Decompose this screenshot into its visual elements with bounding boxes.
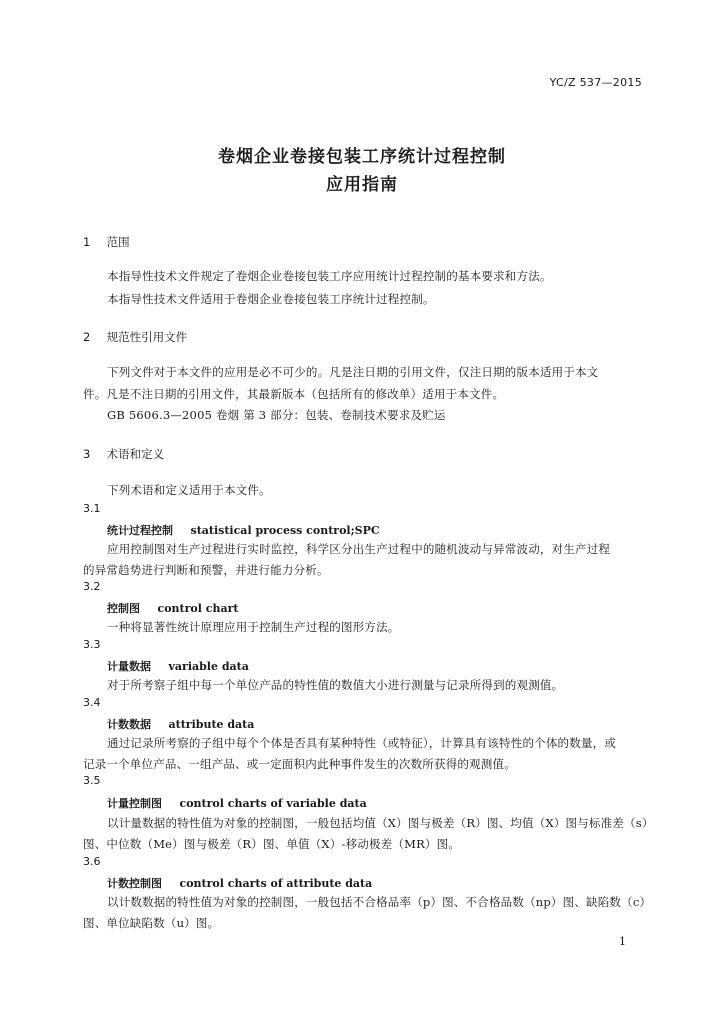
term-entry: [107, 600, 238, 616]
paragraph: 下列术语和定义适用于本文件。: [107, 483, 271, 497]
term-entry: [107, 875, 372, 891]
definition: 一种将显著性统计原理应用于控制生产过程的图形方法。: [107, 620, 400, 634]
clause-number: 3.3: [83, 638, 101, 651]
section-title: 术语和定义: [106, 447, 165, 461]
clause-number: 3.2: [83, 580, 101, 593]
definition: 以计量数据的特性值为对象的控制图，一般包括均值（X）图与极差（R）图、均值（X）图与标准差（s）: [107, 816, 654, 830]
paragraph: 本指导性技术文件规定了卷烟企业卷接包装工序应用统计过程控制的基本要求和方法。: [107, 269, 552, 283]
document-code: YC/Z 537—2015: [549, 76, 642, 89]
definition-continued: 图、单位缺陷数（u）图。: [83, 916, 220, 930]
definition: 以计数数据的特性值为对象的控制图，一般包括不合格品率（p）图、不合格品数（np）图、缺陷数（c）: [107, 895, 652, 909]
term-chinese: 计数数据: [107, 718, 151, 731]
definition: 通过记录所考察的子组中每个个体是否具有某种特性（或特征），计算具有该特性的个体的数量，或: [107, 736, 617, 750]
definition-continued: 图、中位数（Me）图与极差（R）图、单值（X）-移动极差（MR）图。: [83, 837, 461, 851]
term-chinese: 计数控制图: [107, 877, 162, 890]
term-entry: [107, 716, 254, 732]
definition-continued: 记录一个单位产品、一组产品、或一定面积内此种事件发生的次数所获得的观测值。: [83, 757, 516, 771]
definition: 应用控制图对生产过程进行实时监控，科学区分出生产过程中的随机波动与异常波动，对生产过程: [107, 542, 611, 556]
document-title: 卷烟企业卷接包装工序统计过程控制: [218, 147, 506, 167]
term-chinese: 计量数据: [107, 660, 151, 673]
section-number: 1: [83, 235, 91, 249]
section-number: 2: [83, 330, 91, 344]
paragraph-continued: 件。凡是不注日期的引用文件，其最新版本（包括所有的修改单）适用于本文件。: [83, 387, 505, 401]
term-english: control charts of attribute data: [179, 877, 373, 890]
section-3-heading: [83, 446, 164, 462]
term-chinese: 统计过程控制: [107, 524, 173, 537]
normative-reference: GB 5606.3—2005 卷烟 第 3 部分：包装、卷制技术要求及贮运: [107, 408, 446, 422]
document-title-line2: 应用指南: [326, 175, 398, 195]
clause-number: 3.1: [83, 502, 101, 515]
term-chinese: 计量控制图: [107, 797, 162, 810]
section-title: 范围: [106, 235, 130, 249]
section-1-heading: [83, 234, 130, 250]
term-english: variable data: [168, 660, 249, 673]
paragraph: 下列文件对于本文件的应用是必不可少的。凡是注日期的引用文件，仅注日期的版本适用于本文: [107, 365, 599, 379]
term-english: control chart: [157, 602, 239, 615]
section-number: 3: [83, 447, 91, 461]
term-entry: [107, 658, 249, 674]
clause-number: 3.6: [83, 855, 101, 868]
term-english: statistical process control;SPC: [190, 524, 380, 537]
term-entry: [107, 795, 367, 811]
definition-continued: 的异常趋势进行判断和预警，并进行能力分析。: [83, 563, 329, 577]
page-number: 1: [619, 935, 626, 948]
paragraph: 本指导性技术文件适用于卷烟企业卷接包装工序统计过程控制。: [107, 292, 435, 306]
section-2-heading: [83, 329, 187, 345]
term-entry: [107, 522, 380, 538]
clause-number: 3.4: [83, 696, 101, 709]
section-title: 规范性引用文件: [106, 330, 188, 344]
term-chinese: 控制图: [107, 602, 140, 615]
definition: 对于所考察子组中每一个单位产品的特性值的数值大小进行测量与记录所得到的观测值。: [107, 678, 564, 692]
term-english: attribute data: [168, 718, 255, 731]
clause-number: 3.5: [83, 774, 101, 787]
term-english: control charts of variable data: [179, 797, 367, 810]
